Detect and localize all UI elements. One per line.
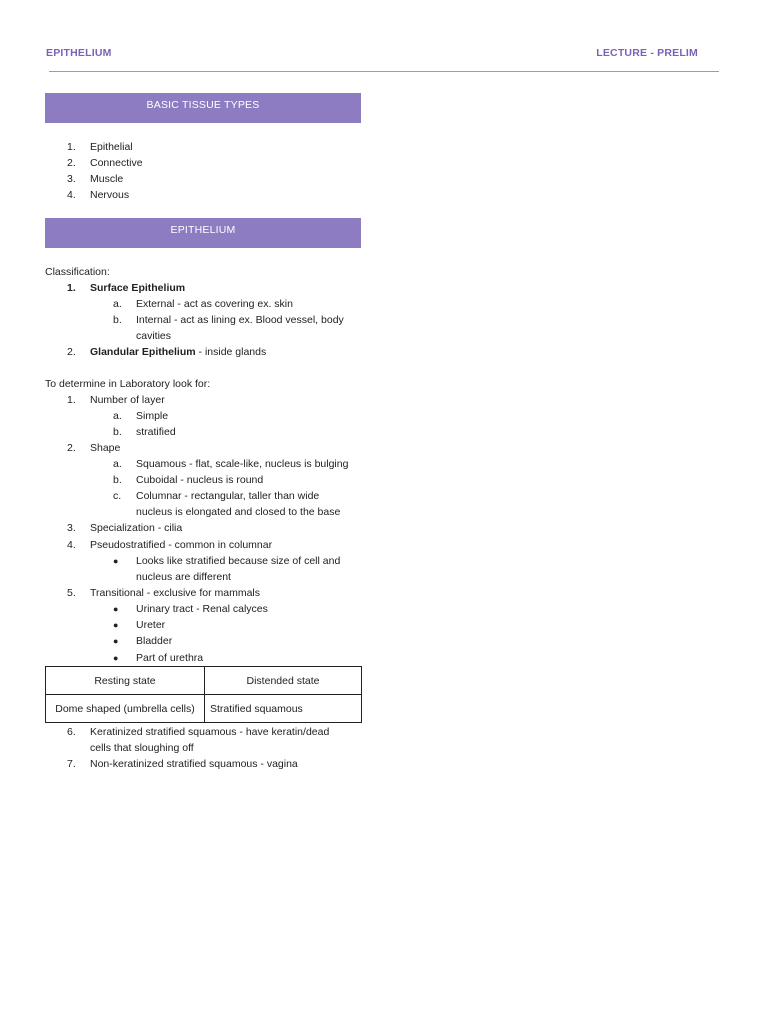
list-marker: a. [113,298,122,310]
list-marker: b. [113,474,122,486]
list-item: Transitional - exclusive for mammals [90,587,260,599]
list-item: Part of urethra [136,652,204,664]
list-item: Nervous [90,189,130,201]
table-cell: Stratified squamous [205,695,362,723]
list-marker: a. [113,458,122,470]
list-marker: 5. [67,587,76,599]
classification-heading: Classification: [45,266,110,278]
table-header-row [46,667,362,695]
list-item: Ureter [136,619,166,631]
list-item: Pseudostratified - common in columnar [90,539,273,551]
list-marker: 1. [67,282,76,294]
list-marker: 1. [67,141,76,153]
bullet-icon: ● [113,620,119,630]
list-marker: 2. [67,157,76,169]
table-cell: Dome shaped (umbrella cells) [46,695,205,723]
list-item: External - act as covering ex. skin [136,298,293,310]
surface-epithelium-label: Surface Epithelium [90,282,186,294]
list-item: Keratinized stratified squamous - have keratin/dead [90,726,330,738]
list-item: Simple [136,410,169,422]
list-item: Internal - act as lining ex. Blood vessel, body [136,314,344,326]
bullet-icon: ● [113,653,119,663]
list-item: Urinary tract - Renal calyces [136,603,268,615]
list-marker: c. [113,490,122,502]
header-right-title: LECTURE - PRELIM [596,47,698,59]
list-marker: 2. [67,346,76,358]
header-left-title: EPITHELIUM [46,47,112,59]
list-item: Muscle [90,173,124,185]
list-item: Specialization - cilia [90,522,183,534]
list-marker: 4. [67,189,76,201]
list-marker: 3. [67,173,76,185]
laboratory-heading: To determine in Laboratory look for: [45,378,211,390]
list-item: Shape [90,442,121,454]
list-item-continuation: cells that sloughing off [90,742,194,754]
list-marker: 6. [67,726,76,738]
glandular-epithelium-desc: - inside glands [195,346,267,358]
list-item-continuation: nucleus are different [136,571,231,583]
list-marker: 7. [67,758,76,770]
list-marker: 1. [67,394,76,406]
table-header-cell: Resting state [46,667,205,695]
list-item: Bladder [136,635,173,647]
list-marker: 4. [67,539,76,551]
list-item: Non-keratinized stratified squamous - vagina [90,758,298,770]
list-item-continuation: nucleus is elongated and closed to the base [136,506,341,518]
header-divider [49,71,719,72]
list-item: Squamous - flat, scale-like, nucleus is bulging [136,458,349,470]
list-marker: a. [113,410,122,422]
list-item: Cuboidal - nucleus is round [136,474,264,486]
table-row [46,695,362,723]
list-item: Connective [90,157,143,169]
list-item-continuation: cavities [136,330,172,342]
list-marker: 2. [67,442,76,454]
list-item [90,344,266,360]
bullet-icon: ● [113,636,119,646]
bullet-icon: ● [113,556,119,566]
list-marker: 3. [67,522,76,534]
banner-epithelium: EPITHELIUM [45,218,361,248]
list-item: Number of layer [90,394,165,406]
list-marker: b. [113,426,122,438]
list-item: Columnar - rectangular, taller than wide [136,490,320,502]
transitional-states-table [45,666,362,723]
list-item: Epithelial [90,141,133,153]
list-item: Looks like stratified because size of cell and [136,555,341,567]
bullet-icon: ● [113,604,119,614]
table-header-cell: Distended state [205,667,362,695]
list-marker: b. [113,314,122,326]
banner-basic-tissue-types: BASIC TISSUE TYPES [45,93,361,123]
list-item: stratified [136,426,176,438]
glandular-epithelium-label: Glandular Epithelium [90,346,196,358]
